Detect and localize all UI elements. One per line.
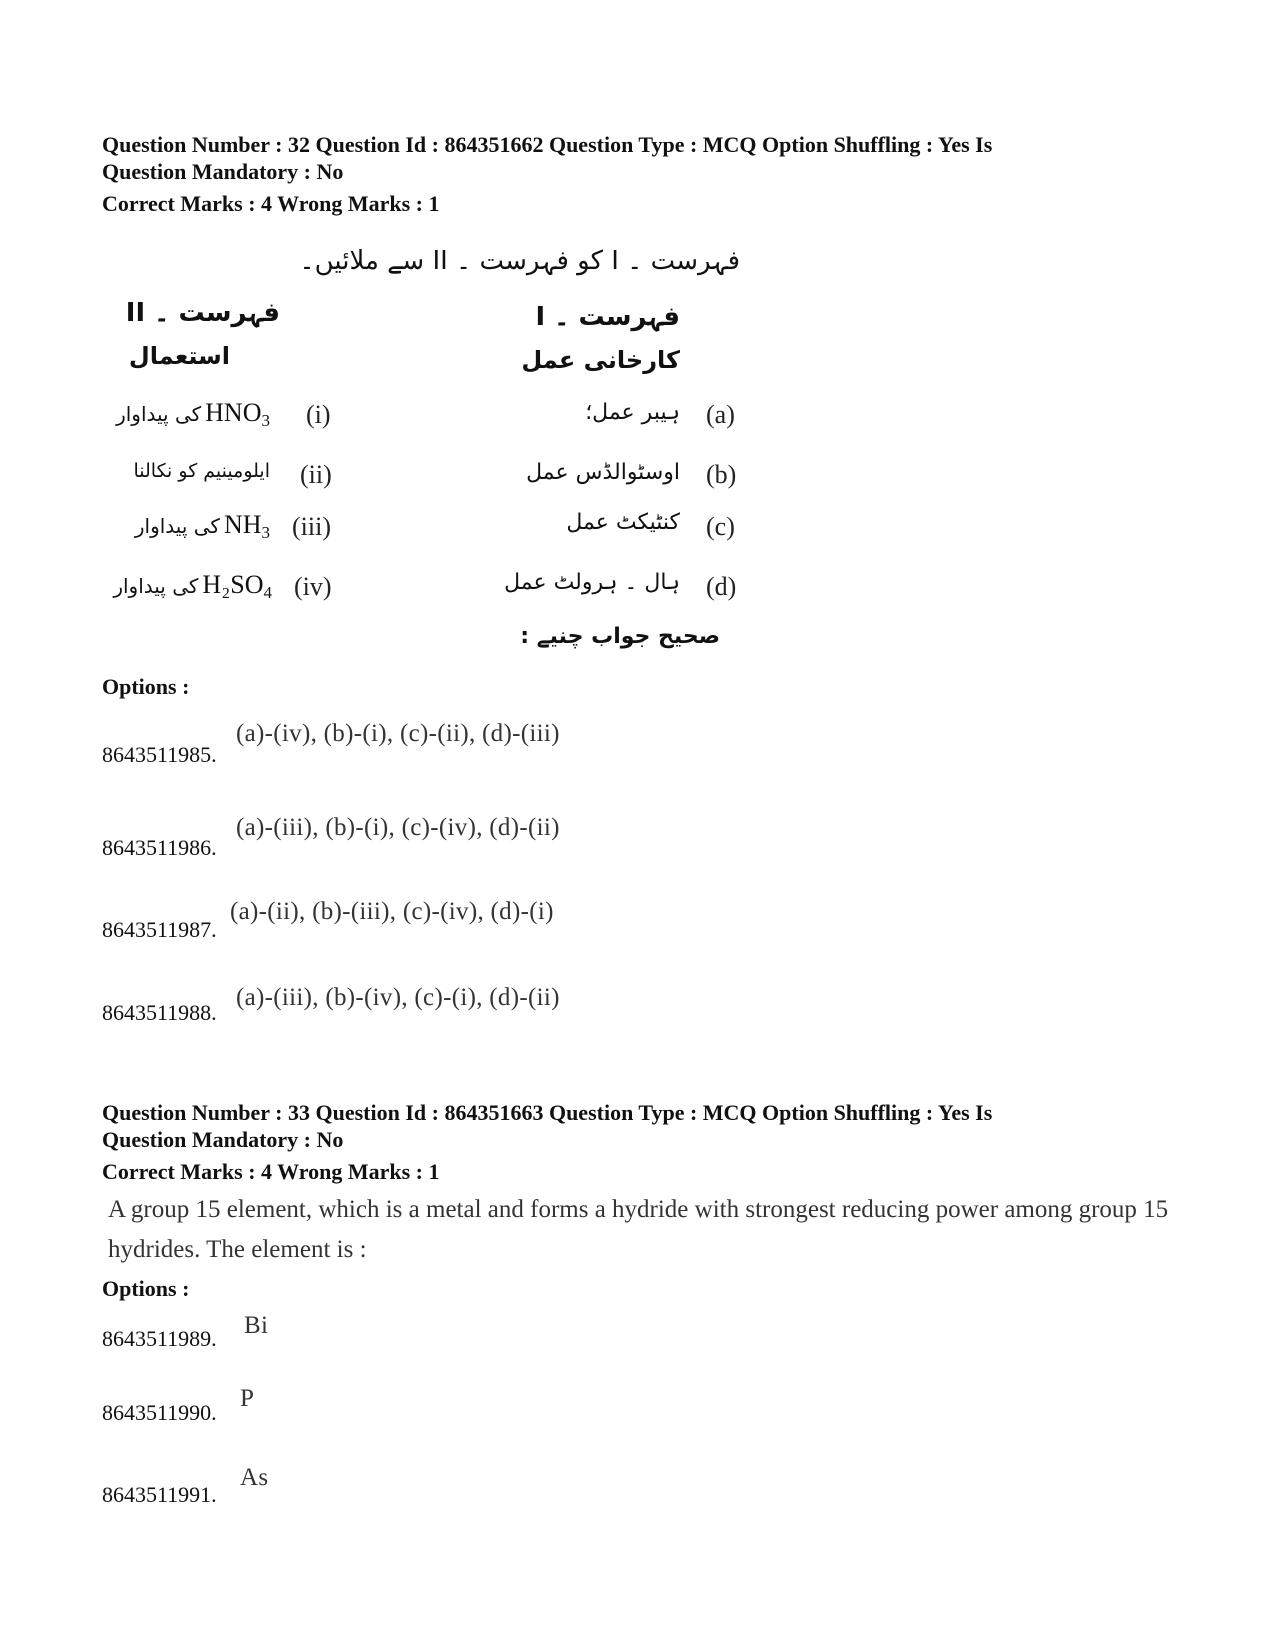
option-id: 8643511990.: [102, 1400, 217, 1425]
question-marks: Correct Marks : 4 Wrong Marks : 1: [102, 1159, 440, 1184]
option-id: 8643511985.: [102, 742, 217, 767]
option-text[interactable]: As: [240, 1464, 269, 1491]
list2-item-ii: ایلومینیم کو نکالنا: [133, 460, 270, 482]
options-label: Options :: [102, 674, 190, 699]
list2-item-iv-formula: $H_2SO_4$: [202, 570, 272, 602]
option-id: 8643511986.: [102, 835, 217, 860]
option-text[interactable]: (a)-(iii), (b)-(iv), (c)-(i), (d)-(ii): [236, 984, 560, 1011]
list1-marker-c: (c): [706, 512, 735, 541]
urdu-match-prompt: فہرست ۔ I کو فہرست ۔ II سے ملائیں۔: [299, 246, 740, 276]
option-id: 8643511987.: [102, 917, 217, 942]
list2-item-i-text: کی پیداوار: [116, 402, 202, 426]
option-id: 8643511991.: [102, 1482, 217, 1507]
list2-marker-ii: (ii): [300, 460, 332, 489]
question-marks: Correct Marks : 4 Wrong Marks : 1: [102, 191, 440, 216]
list1-subheading: کارخانی عمل: [521, 346, 680, 374]
question-header-line1: Question Number : 32 Question Id : 864351662 Question Type : MCQ Option Shuffling : Yes Is: [102, 132, 993, 157]
question-header-line2: Question Mandatory : No: [102, 159, 344, 184]
question-header-line1: Question Number : 33 Question Id : 864351663 Question Type : MCQ Option Shuffling : Yes Is: [102, 1100, 993, 1125]
list2-item-iii-formula: $NH_3$: [223, 510, 270, 542]
list2-marker-iii: (iii): [292, 512, 331, 541]
list2-heading: فہرست ۔ II: [125, 298, 280, 328]
list1-marker-b: (b): [706, 460, 737, 489]
list1-item-b: اوسٹوالڈس عمل: [526, 460, 680, 485]
list2-marker-i: (i): [306, 400, 331, 429]
option-id: 8643511989.: [102, 1326, 217, 1351]
list1-marker-d: (d): [706, 572, 737, 601]
list1-marker-a: (a): [706, 400, 735, 429]
list2-item-iv-text: کی پیداوار: [113, 574, 199, 598]
option-text[interactable]: (a)-(iv), (b)-(i), (c)-(ii), (d)-(iii): [236, 720, 560, 747]
list2-item-iii-text: کی پیداوار: [134, 514, 220, 538]
list2-item-iii: [110, 510, 270, 543]
options-label: Options :: [102, 1276, 190, 1301]
option-text[interactable]: Bi: [244, 1312, 269, 1339]
question-header-line2: Question Mandatory : No: [102, 1127, 344, 1152]
list1-heading: فہرست ۔ I: [535, 302, 680, 332]
list1-item-c: کنٹیکٹ عمل: [566, 510, 680, 535]
list2-item-iv: [96, 570, 272, 603]
list1-item-d: ہال ۔ ہرولٹ عمل: [504, 570, 680, 595]
list2-subheading: استعمال: [128, 342, 230, 370]
choose-answer-prompt: صحیح جواب چنیے :: [520, 624, 720, 649]
list1-item-a: ہیبر عمل؛: [585, 400, 680, 425]
list2-marker-iv: (iv): [294, 572, 332, 601]
option-text[interactable]: P: [240, 1385, 255, 1412]
option-text[interactable]: (a)-(ii), (b)-(iii), (c)-(iv), (d)-(i): [230, 898, 554, 925]
list2-item-i: [100, 398, 270, 431]
option-text[interactable]: (a)-(iii), (b)-(i), (c)-(iv), (d)-(ii): [236, 814, 560, 841]
question-text: A group 15 element, which is a metal and forms a hydride with strongest reducing power among group 15 hydrides. The element is :: [108, 1196, 1169, 1263]
list2-item-i-formula: $HNO_3$: [205, 398, 270, 430]
option-id: 8643511988.: [102, 1000, 217, 1025]
